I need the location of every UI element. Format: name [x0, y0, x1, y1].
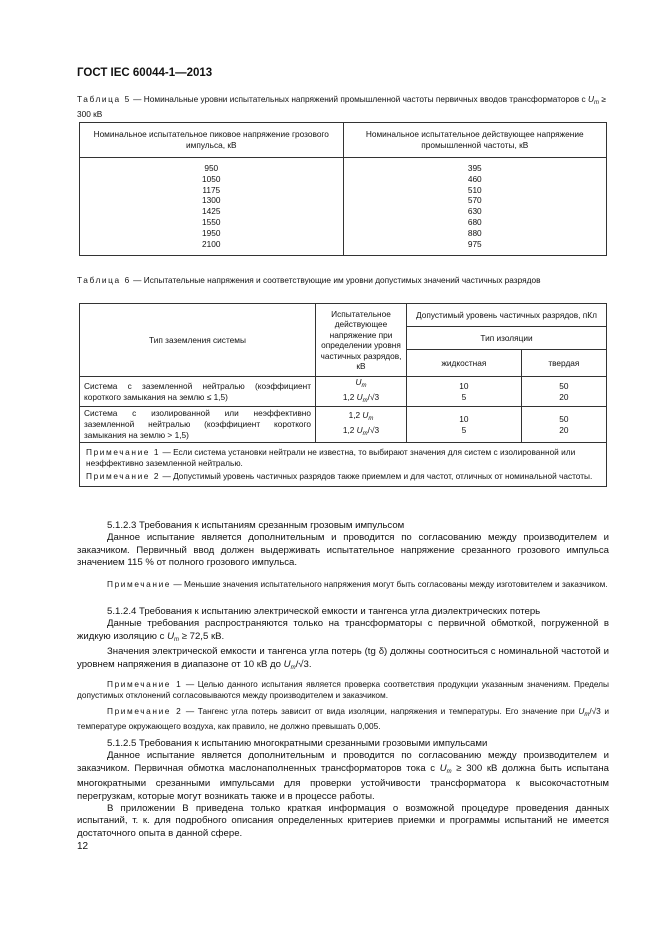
v-sub: m — [361, 383, 367, 389]
section-body — [77, 646, 609, 674]
cell-value: 50 — [559, 414, 569, 424]
section-5124 — [77, 606, 609, 674]
table6-h-grounding: Тип заземления системы — [80, 304, 316, 377]
table5-cell: 1300 — [202, 195, 221, 206]
table5-cell: 880 — [467, 227, 482, 238]
section-heading: 5.1.2.4 Требования к испытанию электрической емкости и тангенса угла диэлектрических потерь — [107, 606, 541, 617]
table5-cell: 1950 — [202, 227, 221, 238]
note-text: — Если система установки нейтрали не известна, то выбирают значения для систем с изолированной или неэффективно заземленной нейтралью. — [86, 447, 576, 468]
section-body: Данное испытание является дополнительным и проводится по согласованию между производителем и заказчиком. Первичный ввод должен выдерживать испытательное напряжение срезанного грозового импульса значением 115 % от полного грозового импульса. — [77, 532, 609, 569]
section-body: В приложении В приведена только краткая информация о возможной процедуре проведения данных испытаний, т. к. для подробного описания определенных критериев приемки и программы испытаний не имеется достаточного опыта в данной сфере. — [77, 803, 609, 839]
v-sub: m — [362, 397, 368, 404]
table6-row1-voltage — [316, 377, 407, 407]
table6-note2 — [86, 471, 600, 482]
table5-cell: 1425 — [202, 206, 221, 217]
table5-cell: 570 — [467, 195, 482, 206]
note-paragraph — [77, 706, 609, 732]
v-sub: m — [362, 430, 368, 437]
table6-row1-system — [80, 377, 316, 407]
section-body — [77, 750, 609, 803]
table5-cell: 1550 — [202, 216, 221, 227]
v-pre: 1,2 — [342, 424, 357, 435]
cell-value: 20 — [559, 391, 569, 402]
v-tail: /√3 — [367, 391, 380, 402]
table5-caption-text: — Номинальные уровни испытательных напряжений промышленной частоты первичных вводов трансформаторов с — [130, 94, 588, 104]
table6-h-solid: твердая — [521, 350, 606, 377]
um-symbol: U — [439, 762, 447, 774]
note-text: /√3 и температуре окружающего воздуха, как правило, не должно превышать 0,005. — [77, 706, 609, 731]
table5-cell: 510 — [467, 184, 482, 195]
text: ≥ 300 кВ должна быть испытана многократными срезанными импульсами для проверки устойчивости трансформатора к высокочастотным перегрузкам, которые могут возникать также и в процессе работы. — [77, 762, 609, 802]
table6-row2-solid — [521, 407, 606, 443]
table5-caption-label: Таблица 5 — [77, 94, 131, 104]
table5-cell: 395 — [467, 163, 482, 173]
table5-cell: 950 — [204, 163, 219, 173]
text: Данное испытание является дополнительным и проводится по согласованию между производителем и заказчиком. Первичная обмотка маслонаполненных трансформаторов тока с — [77, 750, 609, 774]
note-label: Примечание — [107, 579, 172, 589]
table6 — [79, 303, 607, 487]
table6-row1-v2 — [320, 392, 402, 407]
section-5123-note — [77, 579, 609, 590]
um-sub: m — [290, 664, 296, 671]
v-u: U — [355, 377, 362, 387]
table6-row2-system-text: Система с изолированной или неэффективно заземленной нейтралью (коэффициент короткого замыкания на землю > 1,5) — [84, 408, 311, 440]
section-heading: 5.1.2.3 Требования к испытаниям срезанным грозовым импульсом — [107, 520, 405, 531]
table5-col1-header: Номинальное испытательное пиковое напряжение грозового импульса, кВ — [80, 123, 344, 158]
note-label: Примечание 2 — [107, 706, 183, 716]
v-tail: /√3 — [367, 424, 380, 435]
table6-caption — [77, 275, 607, 286]
v-u: U — [362, 410, 369, 420]
cell-value: 10 — [459, 381, 469, 391]
table6-h-liquid: жидкостная — [407, 350, 522, 377]
um-sub: m — [446, 768, 452, 775]
table5-cell: 680 — [467, 216, 482, 227]
table5-cell: 975 — [467, 238, 482, 249]
table5-cell: 2100 — [202, 238, 221, 249]
um-sub: m — [174, 636, 180, 643]
um-symbol: U — [578, 706, 585, 716]
note-text: — Тангенс угла потерь зависит от вида изоляции, напряжения и температуры. Его значение при — [182, 706, 579, 716]
cell-value: 5 — [461, 391, 467, 402]
table5-caption — [77, 94, 607, 120]
note-text: — Меньшие значения испытательного напряжения могут быть согласованы между изготовителем и заказчиком. — [171, 579, 608, 589]
section-5123 — [77, 520, 609, 570]
table5-values-row — [80, 158, 607, 256]
table5-col1-values — [80, 158, 344, 256]
um-symbol: U — [167, 630, 175, 642]
table5-caption-um-sub: m — [593, 100, 599, 106]
cell-value: 10 — [459, 414, 469, 424]
note-text: — Целью данного испытания является проверка соответствия продукции указанным значениям. Пределы допустимых отклонений согласовываются между производителем и заказчиком. — [77, 679, 609, 700]
note-label: Примечание 1 — [86, 447, 161, 457]
note-label: Примечание 2 — [86, 470, 161, 481]
table5-caption-um: U — [587, 94, 594, 104]
v-pre: 1,2 — [342, 391, 357, 402]
page-number: 12 — [77, 841, 89, 852]
section-5125 — [77, 738, 609, 840]
section-body — [77, 618, 609, 646]
v-u: U — [356, 424, 363, 435]
table6-caption-label: Таблица 6 — [77, 275, 131, 285]
cell-value: 20 — [559, 424, 569, 435]
table5-header-row — [80, 123, 607, 158]
v-u: U — [356, 391, 363, 402]
table-row — [80, 377, 607, 407]
table5-col2-header: Номинальное испытательное действующее напряжение промышленной частоты, кВ — [343, 123, 607, 158]
table5-caption-tail: ≥ 300 кВ — [77, 94, 606, 119]
v-sub: m — [368, 416, 374, 422]
table6-row1-v1 — [320, 377, 402, 392]
table5-cell: 1175 — [202, 184, 221, 195]
table6-h-voltage: Испытательное действующее напряжение при определении уровня частичных разрядов, кВ — [316, 304, 407, 377]
text: Данные требования распространяются только на трансформаторы с первичной обмоткой, погруженной в жидкую изоляцию с — [77, 618, 609, 642]
table5-col2-values — [343, 158, 607, 256]
section-5124-note2 — [77, 706, 609, 732]
table6-row1-liquid — [407, 377, 522, 407]
section-heading: 5.1.2.5 Требования к испытанию многократными срезанными грозовыми импульсами — [107, 738, 488, 749]
table6-row2-system — [80, 407, 316, 443]
document-header: ГОСТ IEC 60044-1—2013 — [77, 67, 213, 79]
note-paragraph — [77, 679, 609, 701]
table6-note1 — [86, 447, 600, 469]
table5-cell: 1050 — [202, 173, 221, 184]
note-paragraph — [77, 579, 609, 590]
table6-h-pd-level: Допустимый уровень частичных разрядов, пКл — [407, 304, 607, 327]
table6-header-row — [80, 304, 607, 327]
table6-caption-text: — Испытательные напряжения и соответствующие им уровни допустимых значений частичных разрядов — [130, 275, 541, 285]
table6-h-insulation: Тип изоляции — [407, 327, 607, 350]
table6-row1-solid — [521, 377, 606, 407]
table6-row2-voltage — [316, 407, 407, 443]
table5-cell: 630 — [467, 206, 482, 217]
table6-row1-system-text: Система с заземленной нейтралью (коэффициент короткого замыкания на землю ≤ 1,5) — [84, 380, 311, 402]
section-5124-note1 — [77, 679, 609, 701]
text: ≥ 72,5 кВ. — [179, 630, 225, 642]
table5 — [79, 122, 607, 256]
table6-notes — [80, 443, 607, 487]
table6-row2-liquid — [407, 407, 522, 443]
table6-row2-v1 — [320, 410, 402, 425]
note-text: — Допустимый уровень частичных разрядов также приемлем и для частот, отличных от номинальной частоты. — [160, 470, 593, 481]
um-symbol: U — [283, 658, 291, 670]
table-row — [80, 407, 607, 443]
table5-cell: 460 — [467, 173, 482, 184]
table6-row2-v2 — [320, 425, 402, 440]
note-label: Примечание 1 — [107, 679, 183, 689]
text: Значения электрической емкости и тангенса угла потерь (tg δ) должны соотноситься с номинальной частотой и уровнем напряжения в диапазоне от 10 кВ до — [77, 646, 609, 670]
um-sub: m — [584, 712, 590, 718]
cell-value: 5 — [461, 424, 467, 435]
table6-notes-row — [80, 443, 607, 487]
v-pre: 1,2 — [348, 410, 363, 420]
cell-value: 50 — [559, 381, 569, 391]
text: /√3. — [295, 658, 312, 670]
